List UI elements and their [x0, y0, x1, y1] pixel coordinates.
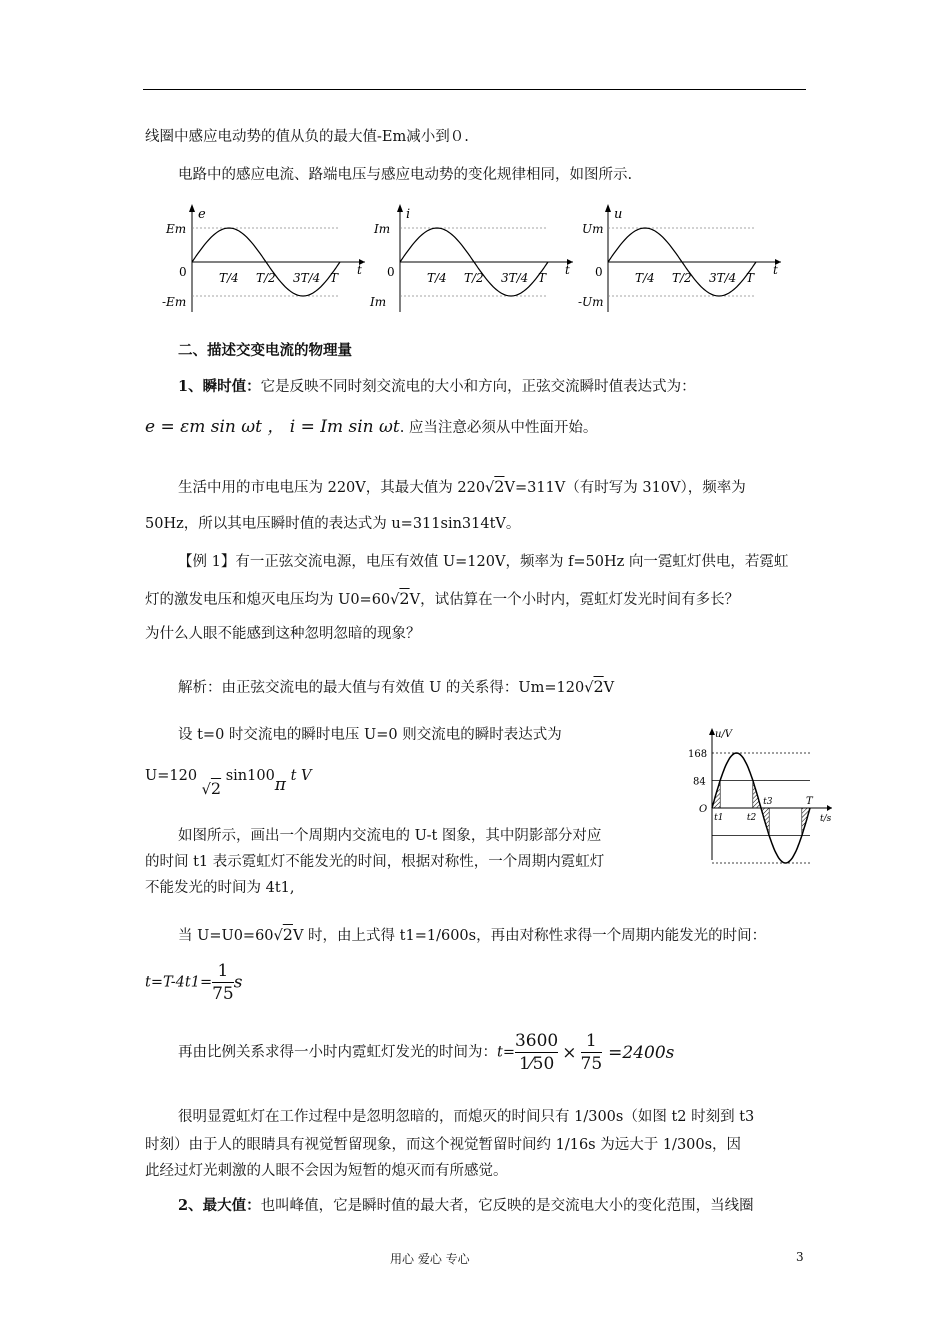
top-label: Im	[374, 222, 391, 236]
last-para-2: 时刻）由于人的眼睛具有视觉暂留现象，而这个视觉暂留时间约 1/16s 为远大于 1/300s，因	[145, 1137, 742, 1153]
top-label: Um	[582, 222, 604, 236]
last-para-1: 很明显霓虹灯在工作过程中是忽明忽暗的，而熄灭的时间只有 1/300s（如图 t2 时刻到 t3	[178, 1109, 755, 1125]
y-axis-arrow	[397, 204, 403, 212]
mains-text-a: 生活中用的市电电压为 220V，其最大值为 220	[178, 480, 486, 496]
origin-label: 0	[179, 265, 187, 279]
when-text-b: V 时，由上式得 t1=1/600s，再由对称性求得一个周期内能发光的时间：	[292, 928, 767, 944]
t-eq-lhs: t=T-4t1=	[145, 974, 213, 991]
sqrt2-d-digit: 2	[210, 779, 222, 798]
neon-graph-body	[688, 728, 832, 863]
ratio-num2: 1	[581, 1030, 603, 1053]
tick-label: T	[538, 271, 547, 285]
instant-note: . 应当注意必须从中性面开始。	[399, 420, 598, 436]
section-2-heading: 二、描述交变电流的物理量	[178, 342, 352, 359]
figure-line-1: 如图所示，画出一个周期内交流电的 U-t 图象，其中阴影部分对应	[178, 828, 602, 844]
page-number: 3	[796, 1250, 804, 1264]
set-line: 设 t=0 时交流电的瞬时电压 U=0 则交流电的瞬时表达式为	[178, 727, 562, 743]
ratio-inner-den: 50	[532, 1054, 555, 1074]
ex1-text-b: 灯的激发电压和熄灭电压均为 U0=60	[145, 592, 391, 608]
mains-line-2: 50Hz，所以其电压瞬时值的表达式为 u=311sin314tV。	[145, 516, 521, 532]
t-equation	[145, 960, 242, 1005]
example1-line-3: 为什么人眼不能感到这种忽明忽暗的现象？	[145, 626, 421, 642]
footer-text: 用心 爱心 专心	[390, 1252, 470, 1266]
ratio-text: 再由比例关系求得一小时内霓虹灯发光的时间为：	[178, 1044, 497, 1061]
t-frac-num: 1	[212, 960, 234, 983]
sqrt2-e: √2	[273, 925, 293, 944]
y-symbol: u	[614, 207, 623, 222]
instant-line	[178, 377, 696, 397]
sqrt2-e-digit: 2	[282, 925, 293, 944]
figure-line-3: 不能发光的时间为 4t1,	[145, 880, 295, 896]
t-unit: s	[233, 972, 243, 993]
bottom-label: Im	[370, 295, 387, 309]
ratio-inner-num: 1	[518, 1054, 530, 1074]
neon-y168: 168	[688, 749, 708, 760]
tick-label: T	[330, 271, 339, 285]
max-label: 2、最大值：	[178, 1197, 261, 1214]
when-line	[178, 925, 766, 946]
neon-t1: t1	[714, 813, 724, 823]
neon-t3: t3	[763, 797, 773, 807]
u-expr-b: sin100	[225, 768, 275, 784]
when-text-a: 当 U=U0=60	[178, 928, 274, 944]
graph-u	[578, 204, 781, 312]
instant-formula-line	[145, 412, 597, 438]
sqrt2-a-digit: 2	[494, 477, 505, 496]
sine-graphs	[160, 200, 800, 320]
ratio-fraction-2	[581, 1030, 603, 1075]
u-expr-a: U=120	[145, 768, 198, 784]
tick-label: T/2	[256, 271, 276, 285]
sqrt2-b-digit: 2	[399, 589, 410, 608]
tick-label: T/4	[427, 271, 447, 285]
ratio-den-inner: 1⁄50	[518, 1054, 555, 1074]
tick-label: 3T/4	[709, 271, 737, 285]
u-expr-c: t V	[290, 768, 312, 784]
ratio-result: =2400s	[608, 1042, 675, 1063]
sol-text-a: 解析：由正弦交流电的最大值与有效值 U 的关系得：Um=120	[178, 680, 585, 696]
line-2: 电路中的感应电流、路端电压与感应电动势的变化规律相同，如图所示.	[178, 167, 633, 183]
neon-xlabel: t/s	[820, 814, 832, 824]
ratio-t: t=	[497, 1044, 515, 1061]
neon-ut-graph	[682, 725, 842, 865]
last-para-3: 此经过灯光刺激的人眼不会因为短暂的熄灭而有所感觉。	[145, 1163, 508, 1179]
neon-T: T	[806, 796, 813, 807]
graph-i	[369, 204, 573, 312]
ratio-num: 3600	[514, 1031, 559, 1051]
t-label: t	[565, 263, 570, 277]
t-label: t	[773, 263, 778, 277]
tick-label: T/2	[672, 271, 692, 285]
instant-formula: e = εm sin ωt ， i = Im sin ωt	[145, 417, 400, 437]
y-axis-arrow	[189, 204, 195, 212]
max-line	[178, 1196, 754, 1216]
neon-ylabel: u/V	[715, 729, 733, 740]
neon-t2: t2	[746, 813, 757, 823]
neon-origin: O	[699, 804, 708, 815]
figure-line-2: 的时间 t1 表示霓虹灯不能发光的时间，根据对称性，一个周期内霓虹灯	[145, 854, 605, 870]
header-rule	[143, 89, 806, 90]
solution-line	[178, 677, 614, 698]
tick-label: T	[746, 271, 755, 285]
y-symbol: i	[406, 207, 411, 222]
sqrt2-d: √2	[201, 779, 222, 798]
t-fraction	[212, 960, 234, 1005]
y-symbol: e	[198, 207, 206, 222]
max-text: 也叫峰值，它是瞬时值的最大者，它反映的是交流电大小的变化范围，当线圈	[260, 1198, 754, 1214]
tick-label: T/4	[635, 271, 655, 285]
tick-label: T/4	[219, 271, 239, 285]
y-axis-arrow	[605, 204, 611, 212]
ratio-fraction-1	[515, 1030, 558, 1075]
top-label: Em	[166, 222, 187, 236]
line-1: 线圈中感应电动势的值从负的最大值-Em减小到０.	[145, 129, 469, 145]
bottom-label: -Em	[162, 295, 187, 309]
instant-text: 它是反映不同时刻交流电的大小和方向，正弦交流瞬时值表达式为：	[260, 379, 696, 395]
neon-y84: 84	[693, 776, 706, 788]
tick-label: T/2	[464, 271, 484, 285]
u-expr-pi: π	[274, 775, 286, 795]
example1-line-2	[145, 589, 739, 610]
sol-text-b: V	[603, 680, 615, 696]
mains-line-1	[178, 477, 746, 498]
t-label: t	[357, 263, 362, 277]
example1-line-1: 【例 1】有一正弦交流电源，电压有效值 U=120V，频率为 f=50Hz 向一霓虹灯供电，若霓虹	[178, 554, 789, 570]
ratio-den2: 75	[580, 1054, 603, 1074]
sqrt2-b: √2	[390, 589, 410, 608]
neon-x-arrow	[827, 805, 832, 811]
ratio-equation	[178, 1030, 674, 1075]
sqrt2-a: √2	[485, 477, 505, 496]
t-frac-den: 75	[212, 984, 234, 1004]
ex1-text-c: V，试估算在一个小时内，霓虹灯发光时间有多长？	[409, 592, 740, 608]
tick-label: 3T/4	[501, 271, 529, 285]
u-expression	[145, 765, 312, 798]
ratio-times: ×	[562, 1042, 577, 1063]
sqrt2-c: √2	[584, 677, 604, 696]
sqrt2-c-digit: 2	[593, 677, 604, 696]
bottom-label: -Um	[578, 295, 604, 309]
origin-label: 0	[387, 265, 395, 279]
tick-label: 3T/4	[293, 271, 321, 285]
instant-label: 1、瞬时值：	[178, 378, 261, 395]
graph-e	[162, 204, 365, 312]
origin-label: 0	[595, 265, 603, 279]
mains-text-b: V=311V（有时写为 310V），频率为	[504, 480, 746, 496]
